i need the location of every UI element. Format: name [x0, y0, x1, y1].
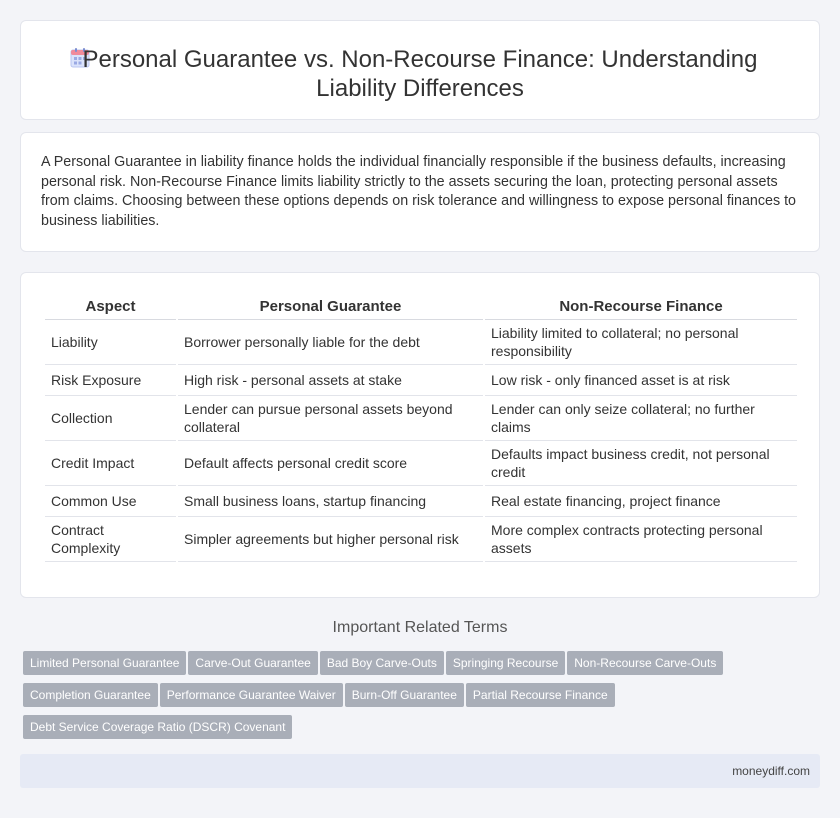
related-term-tag[interactable]: Burn-Off Guarantee [345, 683, 464, 707]
table-cell: Liability [45, 320, 176, 365]
table-cell: Risk Exposure [45, 365, 176, 396]
footer [20, 754, 820, 788]
table-cell: Lender can only seize collateral; no further claims [485, 396, 797, 441]
intro-paragraph: A Personal Guarantee in liability finance holds the individual financially responsible if the business defaults, increasing personal risk. Non-Recourse Finance limits liability strictly to the assets securing the loan, protecting personal assets from claims. Choosing between these options depends on risk tolerance and willingness to expose personal finances to business liabilities. [41, 154, 796, 229]
header-card [20, 20, 820, 120]
related-term-tag[interactable]: Partial Recourse Finance [466, 683, 615, 707]
table-row [45, 320, 797, 365]
table-cell: Credit Impact [45, 441, 176, 486]
related-term-tag[interactable]: Completion Guarantee [23, 683, 158, 707]
footer-site-link[interactable]: moneydiff.com [732, 764, 810, 778]
related-term-tag[interactable]: Bad Boy Carve-Outs [320, 651, 444, 675]
header-non-recourse: Non-Recourse Finance [485, 293, 797, 320]
table-header-row [45, 293, 797, 320]
header-personal-guarantee: Personal Guarantee [178, 293, 483, 320]
table-cell: Collection [45, 396, 176, 441]
table-cell: Simpler agreements but higher personal risk [178, 517, 483, 562]
table-cell: Real estate financing, project finance [485, 486, 797, 517]
table-cell: Default affects personal credit score [178, 441, 483, 486]
table-cell: High risk - personal assets at stake [178, 365, 483, 396]
table-cell: Borrower personally liable for the debt [178, 320, 483, 365]
table-cell: Low risk - only financed asset is at risk [485, 365, 797, 396]
table-cell: Defaults impact business credit, not personal credit [485, 441, 797, 486]
table-row [45, 396, 797, 441]
related-term-tag[interactable]: Debt Service Coverage Ratio (DSCR) Covenant [23, 715, 292, 739]
table-cell: More complex contracts protecting personal assets [485, 517, 797, 562]
table-cell: Contract Complexity [45, 517, 176, 562]
comparison-table [43, 293, 799, 562]
page-title: Personal Guarantee vs. Non-Recourse Finance: Understanding Liability Differences [82, 46, 758, 102]
related-term-tag[interactable]: Performance Guarantee Waiver [160, 683, 343, 707]
table-row [45, 486, 797, 517]
comparison-card [20, 272, 820, 598]
related-terms-title: Important Related Terms [332, 619, 508, 636]
table-row [45, 365, 797, 396]
header-aspect: Aspect [45, 293, 176, 320]
related-term-tag[interactable]: Non-Recourse Carve-Outs [567, 651, 723, 675]
table-cell: Liability limited to collateral; no personal responsibility [485, 320, 797, 365]
related-term-tag[interactable]: Limited Personal Guarantee [23, 651, 186, 675]
table-cell: Lender can pursue personal assets beyond collateral [178, 396, 483, 441]
related-term-tag[interactable]: Carve-Out Guarantee [188, 651, 317, 675]
table-row [45, 517, 797, 562]
table-row [45, 441, 797, 486]
related-terms-list [23, 651, 823, 747]
related-term-tag[interactable]: Springing Recourse [446, 651, 565, 675]
intro-card [20, 132, 820, 252]
table-cell: Small business loans, startup financing [178, 486, 483, 517]
table-cell: Common Use [45, 486, 176, 517]
